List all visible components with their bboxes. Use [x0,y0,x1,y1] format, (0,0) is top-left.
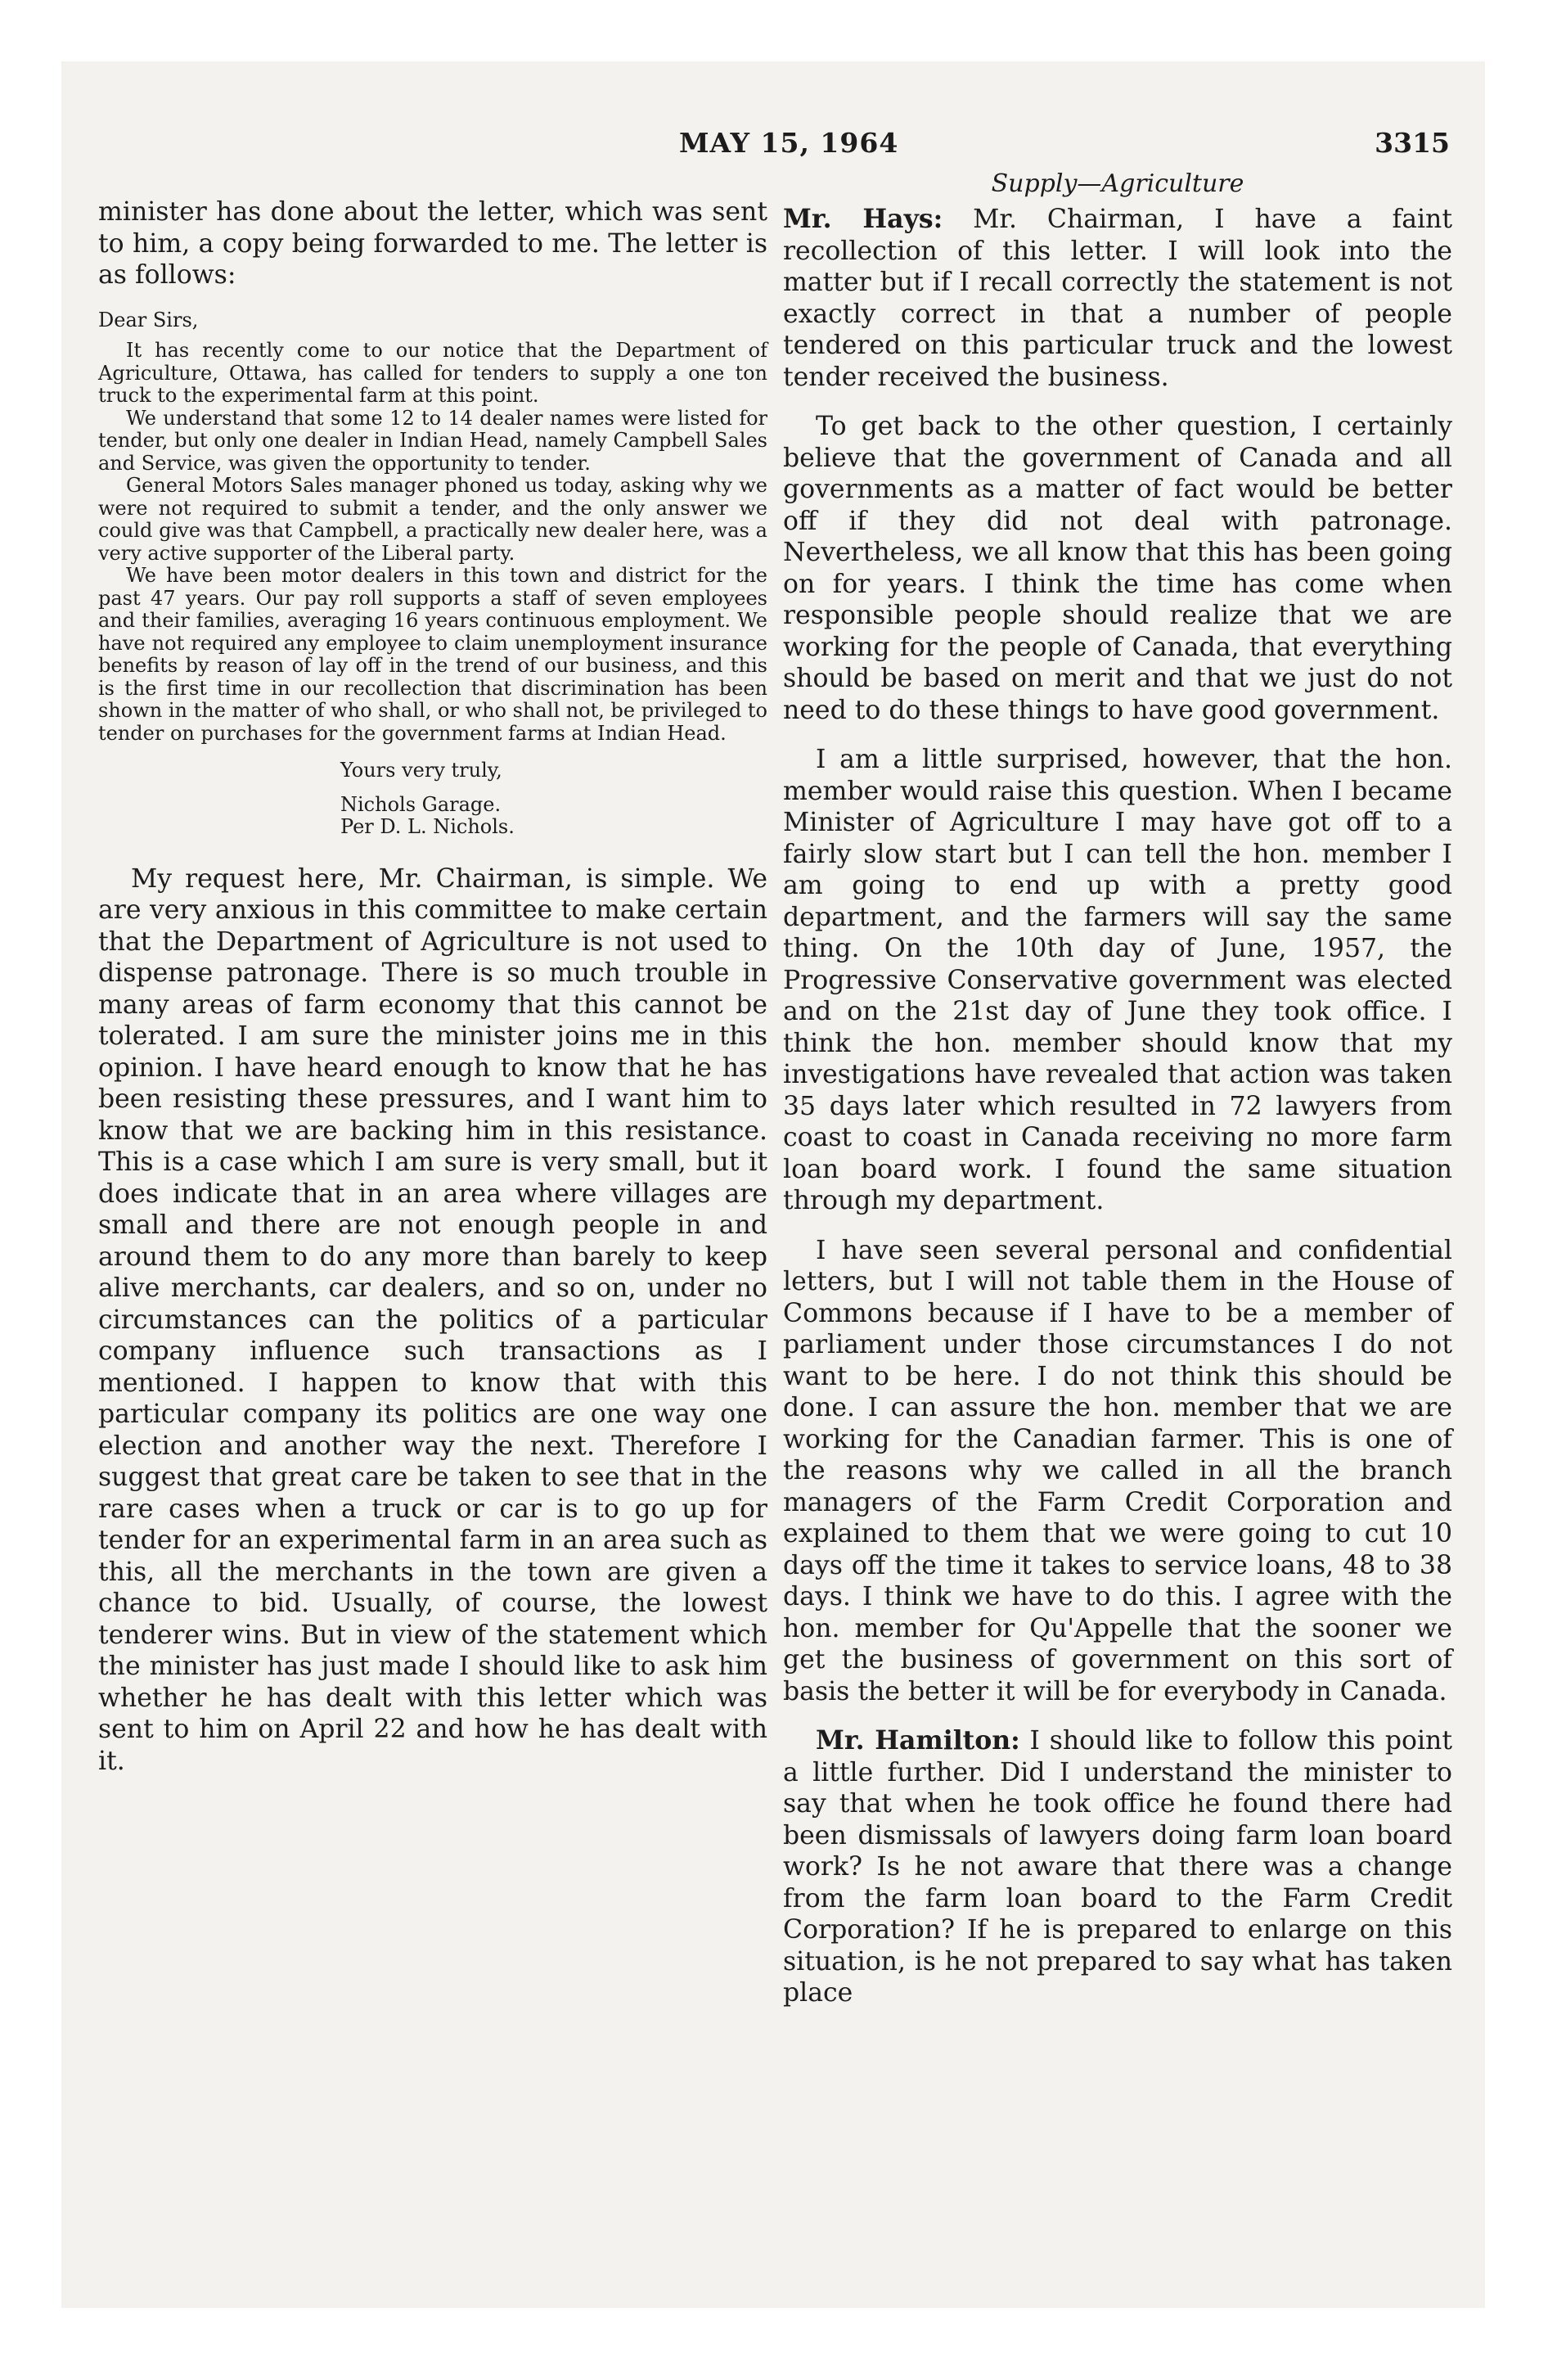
header-date: MAY 15, 1964 [679,127,899,159]
speech-text: I should like to follow this point a little further. Did I understand the minister to say that when he took office he found there had been dismissals of lawyers doing farm loan board work? Is he not aware that there was a change from the farm loan board to the Farm Credit Corporation? If he is prepared to enlarge on this situation, is he not prepared to say what has taken place [783,1726,1452,2008]
body-paragraph: I am a little surprised, however, that the hon. member would raise this question. When I became Minister of Agriculture I may have got off to a fairly slow start but I can tell the hon. member I am going to end up with a pretty good department, and the farmers will say the same thing. On the 10th day of June, 1957, the Progressive Conservative government was elected and on the 21st day of June they took office. I think the hon. member should know that my investigations have revealed that action was taken 35 days later which resulted in 72 lawyers from coast to coast in Canada receiving no more farm loan board work. I found the same situation through my department. [783,745,1452,1215]
speech-hamilton [783,1725,1452,2009]
letter-signature-firm: Nichols Garage. [340,792,502,816]
speech-text: Mr. Chairman, I have a faint recollection of this letter. I will look into the matter but if I recall correctly the statement is not exactly correct in that a number of people tendered on this particular truck and the lowest tender received the business. [783,205,1453,392]
speaker-name: Mr. Hamilton: [816,1725,1020,1756]
speech-hays [783,204,1452,393]
quoted-letter [98,309,767,839]
letter-signature-name: Per D. L. Nichols. [340,815,515,838]
page [61,61,1485,2308]
intro-paragraph: minister has done about the letter, which was sent to him, a copy being forwarded to me. The letter is as follows: [98,197,767,290]
letter-closing: Yours very truly, [340,759,502,782]
body-paragraph: To get back to the other question, I certainly believe that the government of Canada and all governments as a matter of fact would be better off if they did not deal with patronage. Nevertheless, we all know that this has been going on for years. I think the time has come when responsible people should realize that we are working for the people of Canada, that everything should be based on merit and that we just do not need to do these things to have good government. [783,412,1452,725]
letter-paragraph: We understand that some 12 to 14 dealer names were listed for tender, but only one dealer in Indian Head, namely Campbell Sales and Service, was given the opportunity to tender. [98,406,767,475]
letter-paragraph: General Motors Sales manager phoned us today, asking why we were not required to submit a tender, and the only answer we could give was that Campbell, a practically new dealer here, was a very active supporter of the Liberal party. [98,474,767,565]
section-title: Supply—Agriculture [991,169,1244,198]
page-header [61,127,1485,168]
right-column [783,168,1452,2027]
letter-salutation: Dear Sirs, [98,308,199,331]
request-paragraph: My request here, Mr. Chairman, is simple. We are very anxious in this committee to make certain that the Department of Agriculture is not used to dispense patronage. There is so much trouble in many areas of farm economy that this cannot be tolerated. I am sure the minister joins me in this opinion. I have heard enough to know that he has been resisting these pressures, and I want him to know that we are backing him in this resistance. This is a case which I am sure is very small, but it does indicate that in an area where villages are small and there are not enough people in and around them to do any more than barely to keep alive merchants, car dealers, and so on, under no circumstances can the politics of a particular company influence such transactions as I mentioned. I happen to know that with this particular company its politics are one way one election and another way the next. Therefore I suggest that great care be taken to see that in the rare cases when a truck or car is to go up for tender for an experimental farm in an area such as this, all the merchants in the town are given a chance to bid. Usually, of course, the lowest tenderer wins. But in view of the statement which the minister has just made I should like to ask him whether he has dealt with this letter which was sent to him on April 22 and how he has dealt with it. [98,863,767,1776]
letter-paragraph: It has recently come to our notice that the Department of Agriculture, Ottawa, has called for tenders to supply a one ton truck to the experimental farm at this point. [98,339,767,407]
speaker-name: Mr. Hays: [783,204,943,234]
body-paragraph: I have seen several personal and confidential letters, but I will not table them in the House of Commons because if I have to be a member of parliament under those circumstances I do not want to be here. I do not think this should be done. I can assure the hon. member that we are working for the Canadian farmer. This is one of the reasons why we called in all the branch managers of the Farm Credit Corporation and explained to them that we were going to cut 10 days off the time it takes to service loans, 48 to 38 days. I think we have to do this. I agree with the hon. member for Qu'Appelle that the sooner we get the business of government on this sort of basis the better it will be for everybody in Canada. [783,1235,1452,1706]
letter-paragraph: We have been motor dealers in this town and district for the past 47 years. Our pay roll supports a staff of seven employees and their families, averaging 16 years continuous employment. We have not required any employee to claim unemployment insurance benefits by reason of lay off in the trend of our business, and this is the first time in our recollection that discrimination has been shown in the matter of who shall, or who shall not, be privileged to tender on purchases for the government farms at Indian Head. [98,564,767,745]
left-column [98,196,767,1795]
page-number: 3315 [1375,127,1450,159]
